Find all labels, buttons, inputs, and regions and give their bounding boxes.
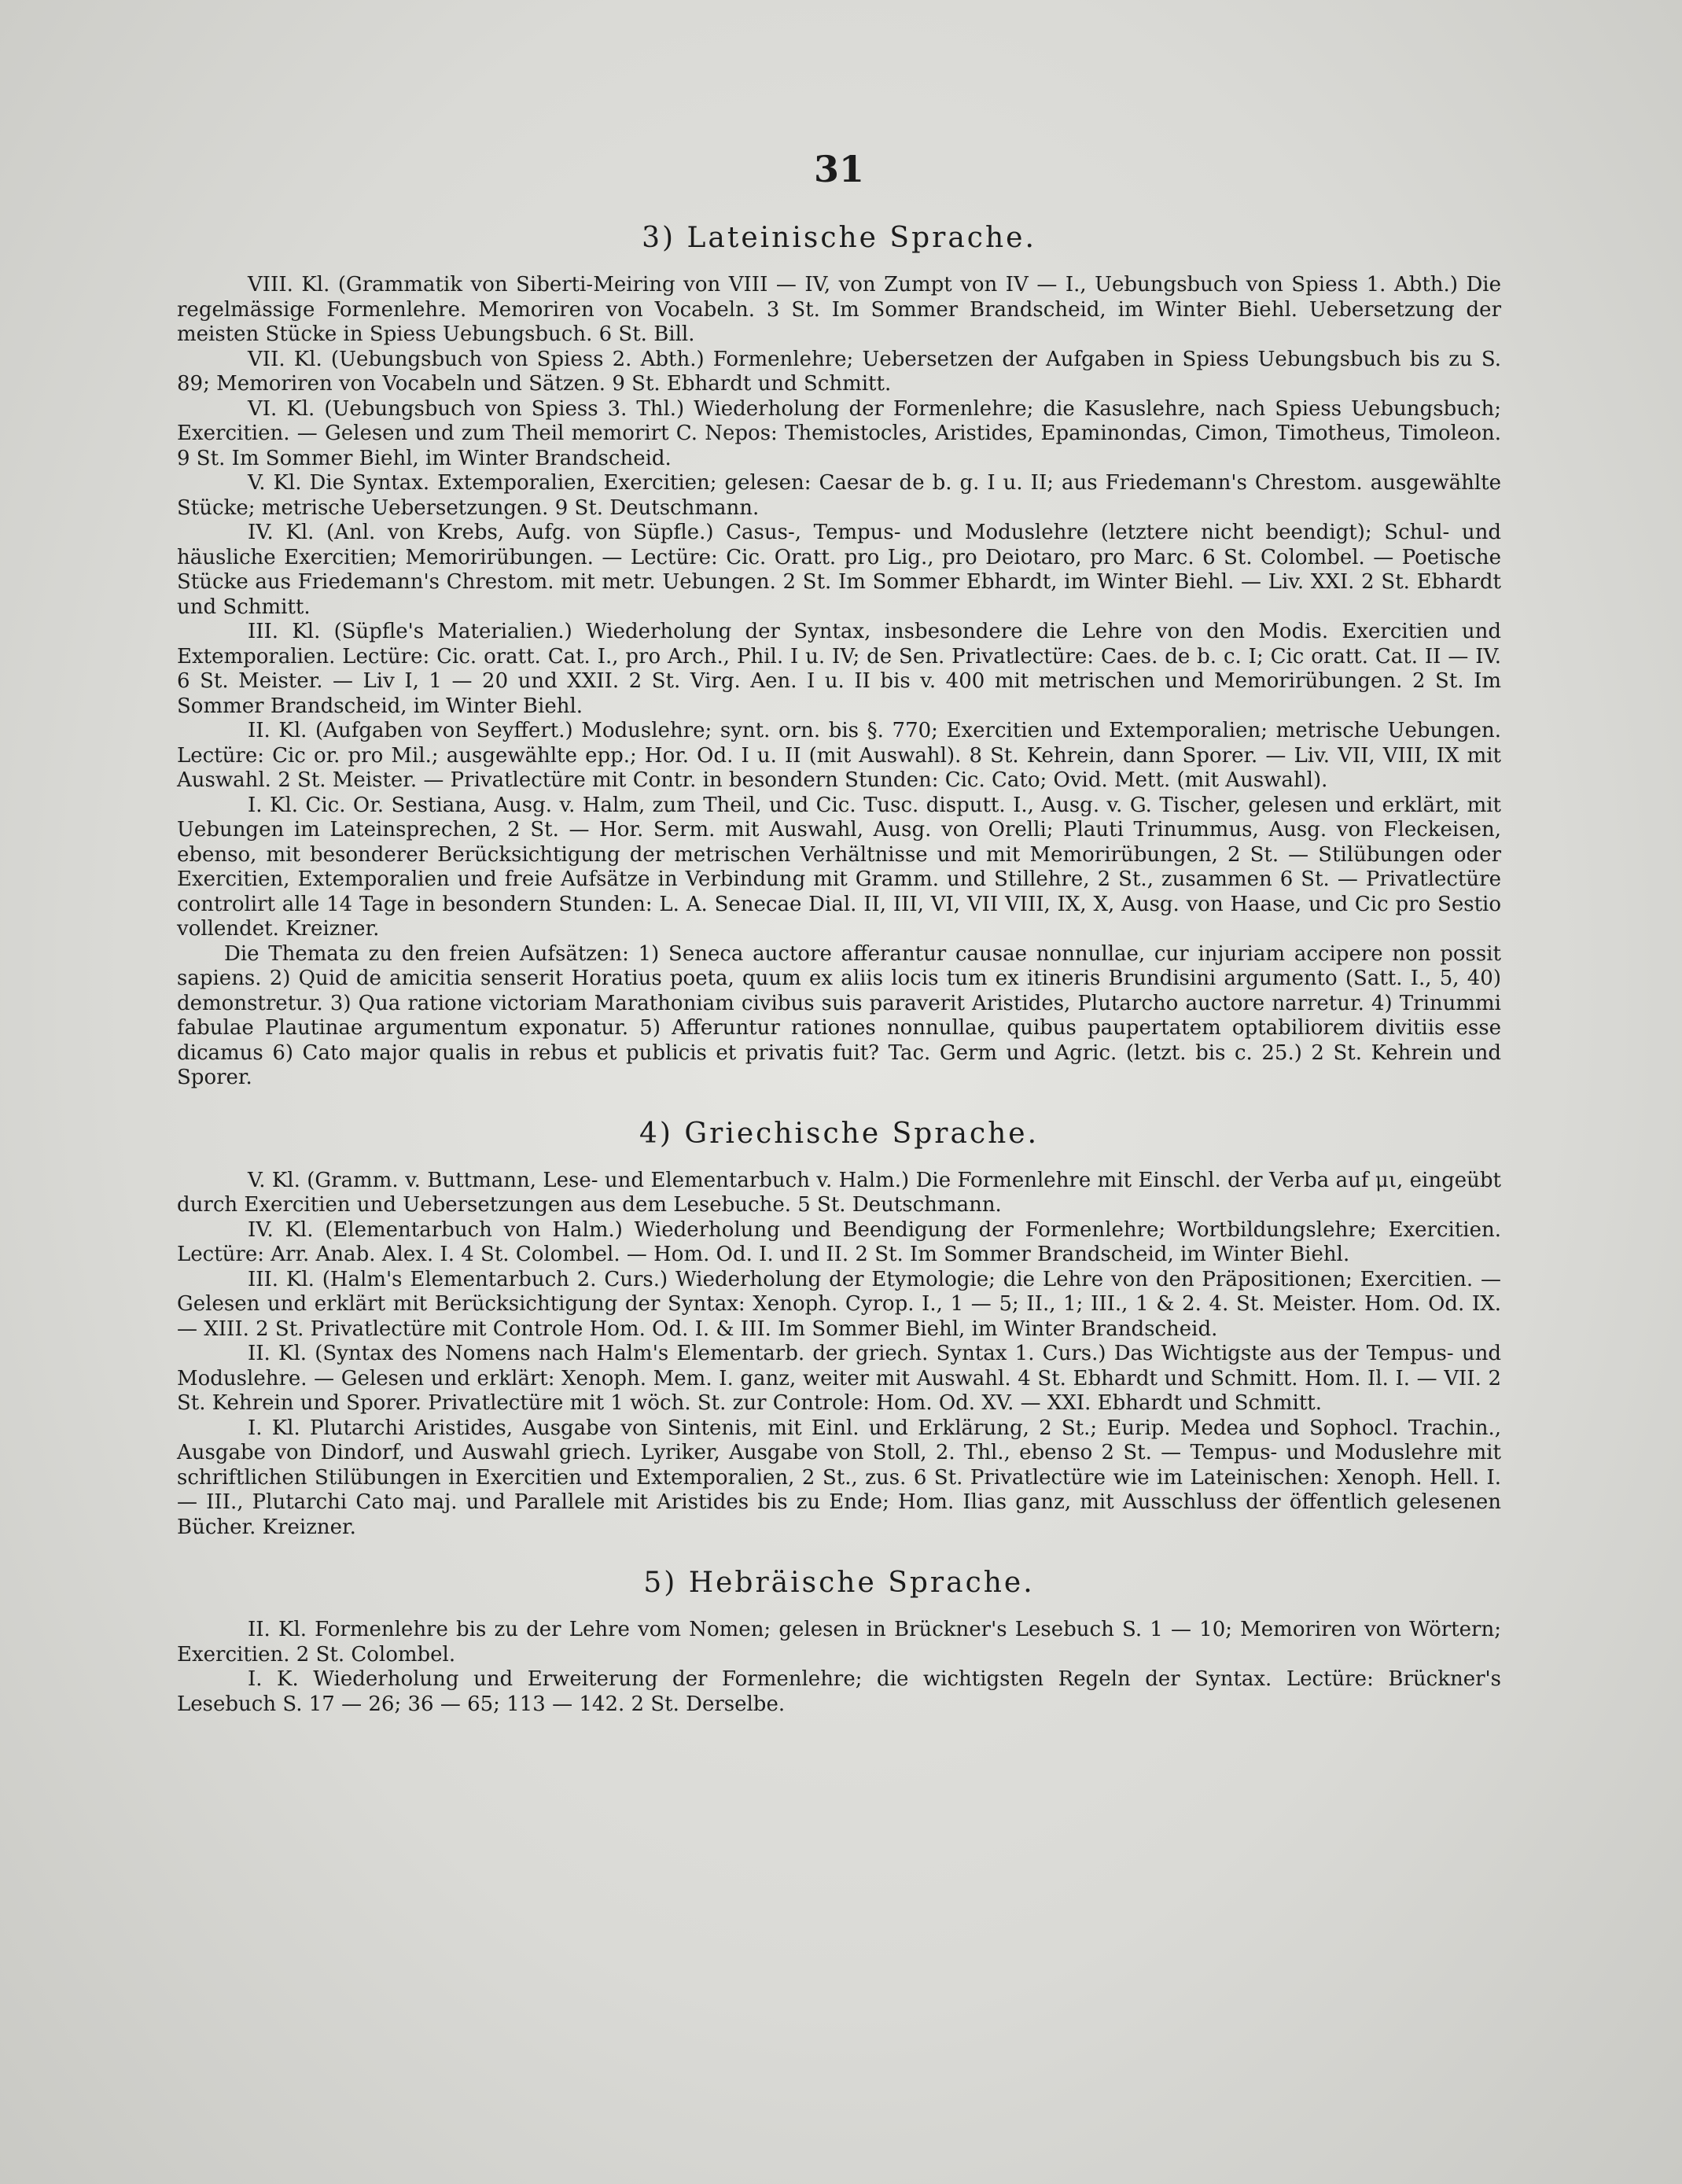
latin-class-iii: III. Kl. (Süpfle's Materialien.) Wiederholung der Syntax, insbesondere die Lehre von den Modis. Exercitien und Extemporalien. Lectüre: Cic. oratt. Cat. I., pro Arch., Phil. I u. IV; de Sen. Privatlectüre: Caes. de b. c. I; Cic oratt. Cat. II — IV. 6 St. Meister. — Liv I, 1 — 20 und XXII. 2 St. Virg. Aen. I u. II bis v. 400 mit metrischen und Memorirübungen. 2 St. Im Sommer Brandscheid, im Winter Biehl.: [177, 620, 1501, 718]
latin-class-iv: IV. Kl. (Anl. von Krebs, Aufg. von Süpfle.) Casus-, Tempus- und Moduslehre (letztere nicht beendigt); Schul- und häusliche Exercitien; Memorirübungen. — Lectüre: Cic. Oratt. pro Lig., pro Deiotaro, pro Marc. 6 St. Colombel. — Poetische Stücke aus Friedemann's Chrestom. mit metr. Uebungen. 2 St. Im Sommer Ebhardt, im Winter Biehl. — Liv. XXI. 2 St. Ebhardt und Schmitt.: [177, 521, 1501, 619]
spacer: [177, 1540, 1501, 1567]
latin-essay-themes: Die Themata zu den freien Aufsätzen: 1) Seneca auctore afferantur causae nonnullae, cur injuriam accipere non possit sapiens. 2) Quid de amicitia senserit Horatius poeta, quum ex aliis locis tum ex itineris Brundisini argumento (Satt. I., 5, 40) demonstretur. 3) Qua ratione victoriam Marathoniam civibus suis paraverit Aristides, Plutarcho auctore narretur. 4) Trinummi fabulae Plautinae argumentum exponatur. 5) Afferuntur rationes nonnullae, quibus paupertatem optabiliorem divitiis esse dicamus 6) Cato major qualis in rebus et publicis et privatis fuit? Tac. Germ und Agric. (letzt. bis c. 25.) 2 St. Kehrein und Sporer.: [177, 941, 1501, 1089]
latin-class-vi: VI. Kl. (Uebungsbuch von Spiess 3. Thl.) Wiederholung der Formenlehre; die Kasuslehre, nach Spiess Uebungsbuch; Exercitien. — Gelesen und zum Theil memorirt C. Nepos: Themistocles, Aristides, Epaminondas, Cimon, Timotheus, Timoleon. 9 St. Im Sommer Biehl, im Winter Brandscheid.: [177, 396, 1501, 470]
greek-class-iv: IV. Kl. (Elementarbuch von Halm.) Wiederholung und Beendigung der Formenlehre; Wortbildungslehre; Exercitien. Lectüre: Arr. Anab. Alex. I. 4 St. Colombel. — Hom. Od. I. und II. 2 St. Im Sommer Brandscheid, im Winter Biehl.: [177, 1217, 1501, 1266]
latin-class-vii: VII. Kl. (Uebungsbuch von Spiess 2. Abth.) Formenlehre; Uebersetzen der Aufgaben in Spiess Uebungsbuch bis zu S. 89; Memoriren von Vocabeln und Sätzen. 9 St. Ebhardt und Schmitt.: [177, 347, 1501, 396]
hebrew-heading: 5) Hebräische Sprache.: [643, 1567, 1035, 1599]
latin-class-v: V. Kl. Die Syntax. Extemporalien, Exercitien; gelesen: Caesar de b. g. I u. II; aus Friedemann's Chrestom. ausgewählte Stücke; metrische Uebersetzungen. 9 St. Deutschmann.: [177, 471, 1501, 520]
latin-class-ii: II. Kl. (Aufgaben von Seyffert.) Moduslehre; synt. orn. bis §. 770; Exercitien und Extemporalien; metrische Uebungen. Lectüre: Cic or. pro Mil.; ausgewählte epp.; Hor. Od. I u. II (mit Auswahl). 8 St. Kehrein, dann Sporer. — Liv. VII, VIII, IX mit Auswahl. 2 St. Meister. — Privatlectüre mit Contr. in besondern Stunden: Cic. Cato; Ovid. Mett. (mit Auswahl).: [177, 719, 1501, 792]
hebrew-class-ii: II. Kl. Formenlehre bis zu der Lehre vom Nomen; gelesen in Brückner's Lesebuch S. 1 — 10; Memoriren von Wörtern; Exercitien. 2 St. Colombel.: [177, 1618, 1501, 1667]
greek-class-iii: III. Kl. (Halm's Elementarbuch 2. Curs.) Wiederholung der Etymologie; die Lehre von den Präpositionen; Exercitien. — Gelesen und erklärt mit Berücksichtigung der Syntax: Xenoph. Cyrop. I., 1 — 5; II., 1; III., 1 & 2. 4. St. Meister. Hom. Od. IX. — XIII. 2 St. Privatlectüre mit Controle Hom. Od. I. & III. Im Sommer Biehl, im Winter Brandscheid.: [177, 1267, 1501, 1341]
greek-class-v: V. Kl. (Gramm. v. Buttmann, Lese- und Elementarbuch v. Halm.) Die Formenlehre mit Einschl. der Verba auf μι, eingeübt durch Exercitien und Uebersetzungen aus dem Lesebuche. 5 St. Deutschmann.: [177, 1168, 1501, 1217]
spacer: [177, 1091, 1501, 1118]
greek-class-i: I. Kl. Plutarchi Aristides, Ausgabe von Sintenis, mit Einl. und Erklärung, 2 St.; Eurip. Medea und Sophocl. Trachin., Ausgabe von Dindorf, und Auswahl griech. Lyriker, Ausgabe von Stoll, 2. Thl., ebenso 2 St. — Tempus- und Moduslehre mit schriftlichen Stilübungen in Exercitien und Extemporalien, 2 St., zus. 6 St. Privatlectüre wie im Lateinischen: Xenoph. Hell. I. — III., Plutarchi Cato maj. und Parallele mit Aristides bis zu Ende; Hom. Ilias ganz, mit Ausschluss der öffentlich gelesenen Bücher. Kreizner.: [177, 1416, 1501, 1539]
latin-class-i: I. Kl. Cic. Or. Sestiana, Ausg. v. Halm, zum Theil, und Cic. Tusc. disputt. I., Ausg. v. G. Tischer, gelesen und erklärt, mit Uebungen im Lateinsprechen, 2 St. — Hor. Serm. mit Auswahl, Ausg. von Orelli; Plauti Trinummus, Ausg. von Fleckeisen, ebenso, mit besonderer Berücksichtigung der metrischen Verhältnisse und mit Memorirübungen, 2 St. — Stilübungen oder Exercitien, Extemporalien und freie Aufsätze in Verbindung mit Gramm. und Stillehre, 2 St., zusammen 6 St. — Privatlectüre controlirt alle 14 Tage in besondern Stunden: L. A. Senecae Dial. II, III, VI, VII VIII, IX, X, Ausg. von Haase, und Cic pro Sestio vollendet. Kreizner.: [177, 793, 1501, 941]
page-number: 31: [813, 148, 864, 190]
greek-class-ii: II. Kl. (Syntax des Nomens nach Halm's Elementarb. der griech. Syntax 1. Curs.) Das Wichtigste aus der Tempus- und Moduslehre. — Gelesen und erklärt: Xenoph. Mem. I. ganz, weiter mit Auswahl. 4 St. Ebhardt und Schmitt. Hom. Il. I. — VII. 2 St. Kehrein und Sporer. Privatlectüre mit 1 wöch. St. zur Controle: Hom. Od. XV. — XXI. Ebhardt und Schmitt.: [177, 1342, 1501, 1415]
latin-class-viii: VIII. Kl. (Grammatik von Siberti-Meiring von VIII — IV, von Zumpt von IV — I., Uebungsbuch von Spiess 1. Abth.) Die regelmässige Formenlehre. Memoriren von Vocabeln. 3 St. Im Sommer Brandscheid, im Winter Biehl. Uebersetzung der meisten Stücke in Spiess Uebungsbuch. 6 St. Bill.: [177, 273, 1501, 346]
greek-heading: 4) Griechische Sprache.: [639, 1117, 1040, 1150]
hebrew-class-i: I. K. Wiederholung und Erweiterung der Formenlehre; die wichtigsten Regeln der Syntax. Lectüre: Brückner's Lesebuch S. 17 — 26; 36 — 65; 113 — 142. 2 St. Derselbe.: [177, 1667, 1501, 1716]
latin-heading: 3) Lateinische Sprache.: [642, 222, 1036, 254]
